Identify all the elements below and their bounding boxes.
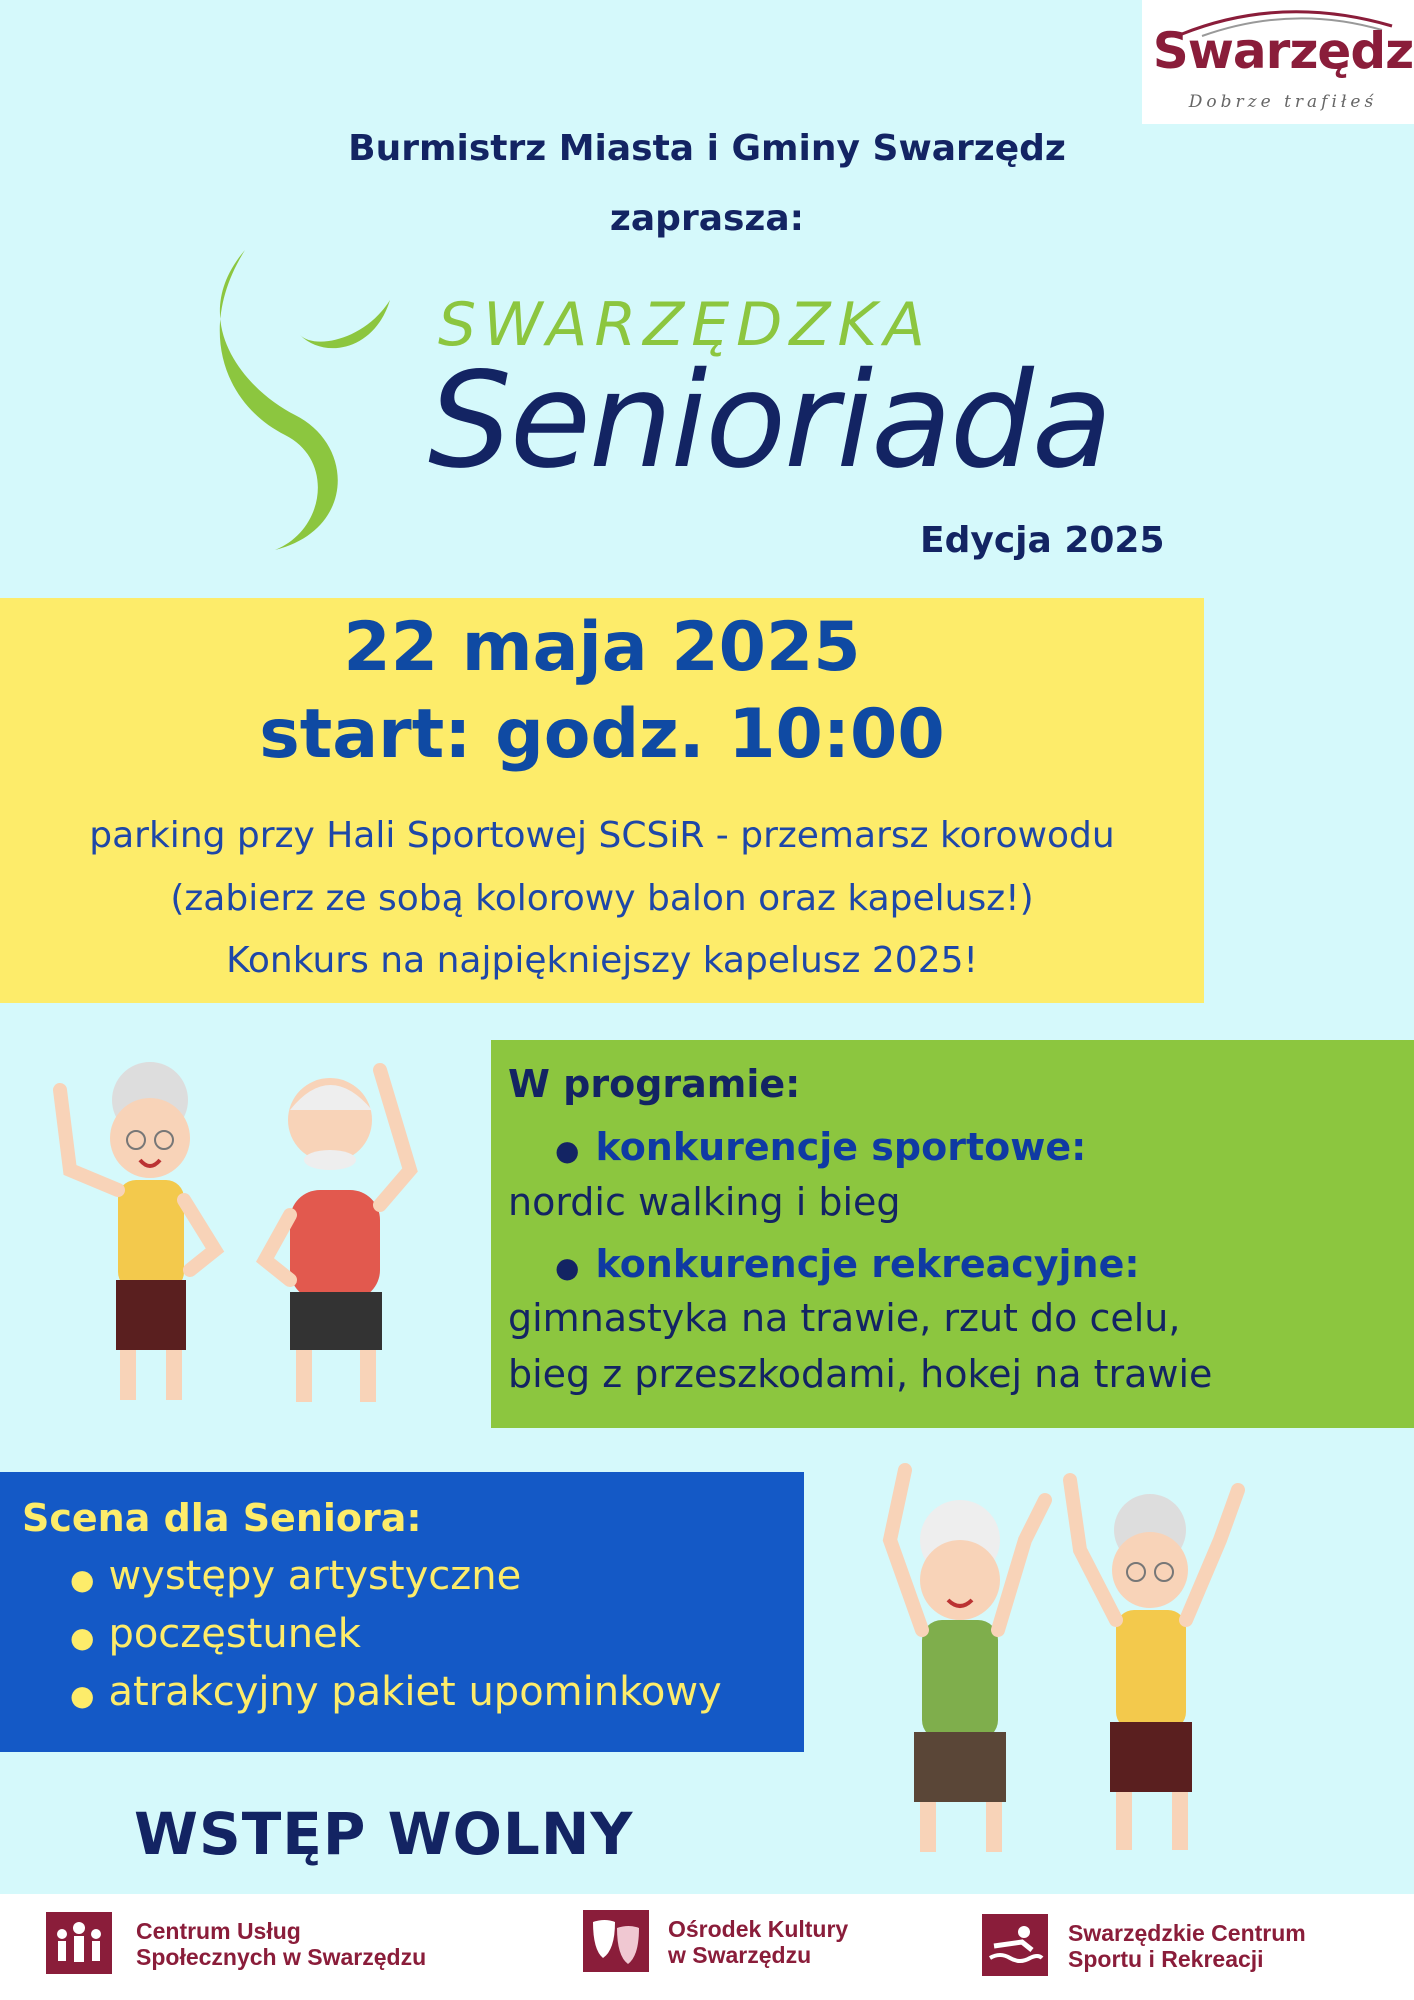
theater-masks-icon (583, 1910, 649, 1972)
recreation-items-line2: bieg z przeszkodami, hokej na trawie (508, 1352, 1213, 1396)
stage-item: ● występy artystyczne (70, 1553, 522, 1599)
free-admission: WSTĘP WOLNY (134, 1800, 634, 1868)
seniors-exercising-illustration-1 (40, 1030, 500, 1430)
senioriada-s-mark-icon (205, 240, 405, 560)
sport-heading (555, 1125, 1086, 1169)
bullet-icon: ● (555, 1134, 580, 1167)
seniors-exercising-illustration-2 (840, 1460, 1260, 1860)
stage-item: ● poczęstunek (70, 1611, 361, 1657)
bullet-icon: ● (555, 1251, 580, 1284)
event-location: parking przy Hali Sportowej SCSiR - przemarsz korowodu (89, 815, 1115, 856)
recreation-heading-text: konkurencje rekreacyjne: (595, 1242, 1140, 1286)
swimmer-icon (982, 1914, 1048, 1976)
city-logo (1142, 0, 1414, 124)
recreation-items-line1: gimnastyka na trawie, rzut do celu, (508, 1296, 1181, 1340)
sport-heading-text: konkurencje sportowe: (595, 1125, 1087, 1169)
event-note: (zabierz ze sobą kolorowy balon oraz kapelusz!) (170, 878, 1034, 919)
event-start-time: start: godz. 10:00 (259, 695, 945, 774)
sport-items: nordic walking i bieg (508, 1180, 901, 1224)
partner-cus: Centrum Usług Społecznych w Swarzędzu (136, 1918, 427, 1971)
logo-tagline: Dobrze trafiłeś (1188, 92, 1378, 112)
family-icon (46, 1912, 112, 1974)
event-contest: Konkurs na najpiękniejszy kapelusz 2025! (226, 940, 978, 981)
organizer-line: Burmistrz Miasta i Gminy Swarzędz (348, 128, 1066, 169)
partner-ok: Ośrodek Kultury w Swarzędzu (668, 1916, 849, 1969)
bullet-icon: ● (70, 1621, 95, 1654)
edition-label: Edycja 2025 (920, 520, 1165, 561)
stage-item: ● atrakcyjny pakiet upominkowy (70, 1669, 722, 1715)
event-title: Senioriada (428, 344, 1111, 498)
logo-name: Swarzędz (1152, 22, 1414, 80)
invite-line: zaprasza: (609, 198, 805, 239)
stage-title: Scena dla Seniora: (22, 1496, 422, 1540)
recreation-heading (555, 1242, 1140, 1286)
bullet-icon: ● (70, 1563, 95, 1596)
event-subtitle: SWARZĘDZKA (438, 290, 932, 360)
partner-scsir: Swarzędzkie Centrum Sportu i Rekreacji (1068, 1920, 1306, 1973)
event-date: 22 maja 2025 (343, 608, 861, 687)
program-title: W programie: (508, 1062, 801, 1106)
bullet-icon: ● (70, 1679, 95, 1712)
